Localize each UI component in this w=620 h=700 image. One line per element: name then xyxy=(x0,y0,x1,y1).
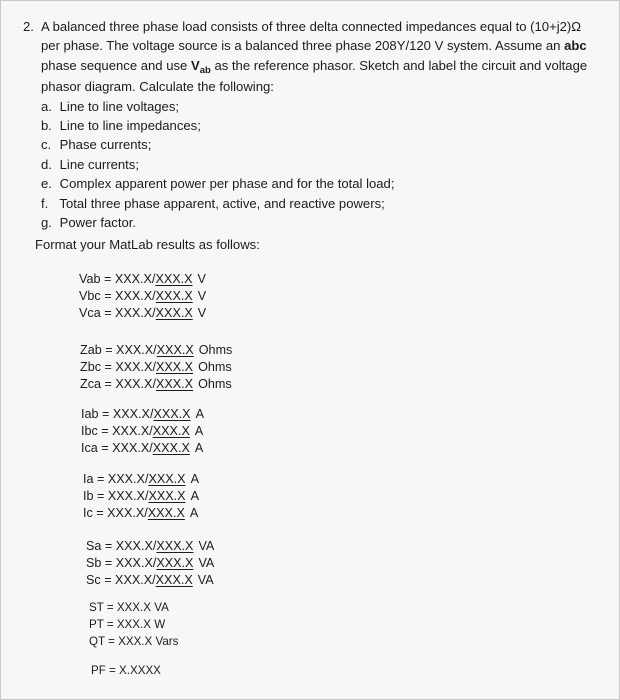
total-line: QT = XXX.X Vars xyxy=(89,634,179,648)
result-angle: XXX.X xyxy=(156,343,194,357)
task-text: Phase currents; xyxy=(59,137,152,153)
result-line xyxy=(79,288,206,305)
result-line xyxy=(81,440,204,457)
result-label: Zca = XXX.X/ xyxy=(80,376,156,391)
totals-block xyxy=(89,600,178,650)
result-line xyxy=(79,305,206,322)
result-angle: XXX.X xyxy=(155,305,193,320)
task-text: Total three phase apparent, active, and reactive powers; xyxy=(59,195,385,211)
result-unit: VA xyxy=(198,555,215,570)
task-item xyxy=(41,135,603,154)
result-label: Iab = XXX.X/ xyxy=(81,407,154,421)
result-angle: XXX.X xyxy=(153,407,191,421)
result-label: Ic = XXX.X/ xyxy=(83,505,148,520)
task-item xyxy=(41,155,603,174)
result-angle: XXX.X xyxy=(147,505,185,520)
reference-phasor xyxy=(190,57,211,76)
voltage-block xyxy=(79,271,206,321)
result-unit: A xyxy=(195,407,204,421)
result-label: Ibc = XXX.X/ xyxy=(81,423,153,438)
reference-phasor-subscript: ab xyxy=(199,64,211,76)
result-angle: XXX.X xyxy=(148,472,186,486)
result-line xyxy=(81,406,204,423)
result-angle: XXX.X xyxy=(156,555,194,570)
result-label: Vab = XXX.X/ xyxy=(79,272,156,286)
task-item xyxy=(41,174,603,193)
task-item xyxy=(41,213,603,232)
reference-phasor-main: V xyxy=(190,57,200,73)
result-label: Sc = XXX.X/ xyxy=(86,572,156,587)
task-text: Power factor. xyxy=(59,215,137,231)
result-unit: V xyxy=(197,272,206,286)
result-line xyxy=(79,271,206,288)
task-text: Line to line voltages; xyxy=(59,98,180,114)
task-letter: b. xyxy=(41,118,52,134)
result-angle: XXX.X xyxy=(155,359,194,374)
result-angle: XXX.X xyxy=(156,539,194,553)
format-heading: Format your MatLab results as follows: xyxy=(35,237,260,252)
result-unit: V xyxy=(197,288,207,303)
power-block xyxy=(86,538,214,588)
result-angle: XXX.X xyxy=(152,423,190,438)
task-letter: g. xyxy=(41,215,52,231)
task-letter: f. xyxy=(41,195,49,211)
line-current-block xyxy=(83,471,199,521)
impedance-block xyxy=(80,342,232,392)
task-list xyxy=(41,97,603,233)
result-angle: XXX.X xyxy=(155,288,193,303)
result-label: Sb = XXX.X/ xyxy=(86,555,157,570)
total-line: PT = XXX.X W xyxy=(89,617,166,631)
result-unit: V xyxy=(197,305,207,320)
phase-current-block xyxy=(81,406,204,456)
result-line xyxy=(80,376,232,393)
result-unit: VA xyxy=(197,572,214,587)
result-unit: Ohms xyxy=(198,376,232,391)
result-label: Sa = XXX.X/ xyxy=(86,539,157,553)
result-label: Zab = XXX.X/ xyxy=(80,343,157,357)
result-angle: XXX.X xyxy=(155,572,193,587)
task-letter: e. xyxy=(41,176,52,192)
result-unit: A xyxy=(194,423,204,438)
result-angle: XXX.X xyxy=(152,440,190,455)
task-letter: d. xyxy=(41,156,52,172)
stem-bold-abc: abc xyxy=(564,38,587,54)
result-unit: A xyxy=(194,440,204,455)
result-unit: A xyxy=(190,488,199,503)
task-letter: c. xyxy=(41,137,52,153)
result-label: Ia = XXX.X/ xyxy=(83,472,149,486)
task-letter: a. xyxy=(41,98,52,114)
result-line xyxy=(86,572,214,589)
result-unit: Ohms xyxy=(198,359,232,374)
result-line xyxy=(80,359,232,376)
stem-text-1: A balanced three phase load consists of three delta connected impedances equal to (10+j2)Ω per phase. The voltage source is a balanced three phase 208Y/120 V system. Assume an xyxy=(41,19,582,54)
task-text: Complex apparent power per phase and for the total load; xyxy=(59,176,395,192)
result-label: Ica = XXX.X/ xyxy=(81,440,153,455)
result-line xyxy=(80,342,232,359)
task-text: Line currents; xyxy=(59,156,139,172)
total-line: ST = XXX.X VA xyxy=(89,601,169,614)
stem-text-2: phase sequence and use xyxy=(41,57,191,73)
result-label: Vbc = XXX.X/ xyxy=(79,288,156,303)
stem-text-3: as the reference phasor. Sketch and label the circuit and voltage phasor diagram. Calculate the following: xyxy=(41,57,588,95)
result-unit: A xyxy=(190,472,199,486)
problem-stem xyxy=(41,17,603,97)
result-unit: A xyxy=(189,505,199,520)
problem-number: 2. xyxy=(23,19,34,34)
result-line xyxy=(81,423,204,440)
power-factor-line: PF = X.XXXX xyxy=(91,664,161,677)
result-line xyxy=(83,488,199,505)
result-label: Vca = XXX.X/ xyxy=(79,305,156,320)
result-unit: Ohms xyxy=(198,343,233,357)
result-line xyxy=(86,555,214,572)
task-text: Line to line impedances; xyxy=(59,118,201,134)
result-label: Ib = XXX.X/ xyxy=(83,488,149,503)
result-line xyxy=(83,471,199,488)
result-angle: XXX.X xyxy=(148,488,186,503)
result-unit: VA xyxy=(198,539,215,553)
result-line xyxy=(83,505,199,522)
result-line xyxy=(86,538,214,555)
result-label: Zbc = XXX.X/ xyxy=(80,359,156,374)
task-item xyxy=(41,97,603,116)
problem-statement xyxy=(23,17,603,232)
result-angle: XXX.X xyxy=(155,376,194,391)
result-angle: XXX.X xyxy=(155,272,193,286)
task-item xyxy=(41,194,603,213)
task-item xyxy=(41,116,603,135)
